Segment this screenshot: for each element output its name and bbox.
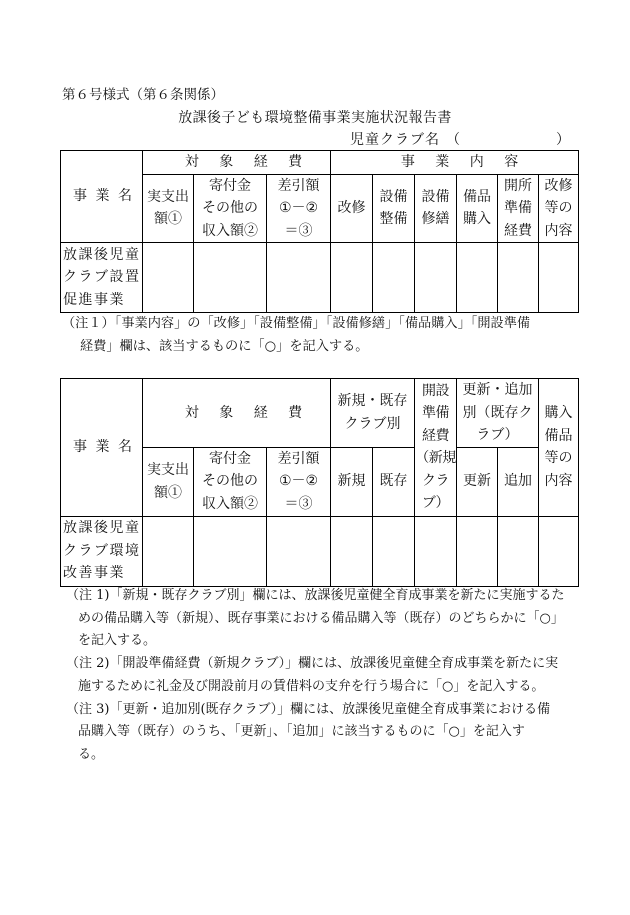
table2-note-3: （注 3)「更新・追加別(既存クラブ）」欄には、放課後児童健全育成事業における備 品購入等（既存）のうち、「更新」、「追加」に該当するものに「○」を記入す る。 [66, 701, 551, 762]
club-name-field [350, 131, 570, 149]
table2-club-type-header: 新規・既存 クラブ別 [331, 379, 415, 448]
table2-business-name: 放課後児童 クラブ環境 改善事業 [61, 516, 143, 586]
table2-note-1: （注 1)「新規・既存クラブ別」欄には、放課後児童健全育成事業を新たに実施するた めの備品購入等（新規）、既存事業における備品購入等（既存）のどちらかに「○」 を記入する。 [66, 588, 565, 649]
table1-equipment-repair-header: 設備 修繕 [415, 174, 457, 243]
table2-header-row-1 [61, 379, 579, 448]
table2-donation-income-header: 寄付金 その他の 収入額② [194, 447, 267, 516]
table1-cell-opening-cost [498, 243, 539, 313]
table1-cell-renovation-details [539, 243, 579, 313]
table2-cell-existing [373, 516, 415, 586]
table1-cell-donation-income [194, 243, 267, 313]
table-row [61, 516, 579, 586]
table2-cell-purchased-items [539, 516, 579, 586]
table2-actual-expense-header: 実支出 額① [143, 447, 194, 516]
table2-cell-opening-cost [415, 516, 457, 586]
table1-cell-equipment-setup [373, 243, 415, 313]
table1-difference-header: 差引額 ①－② ＝③ [267, 174, 331, 243]
table1-equipment-setup-header: 設備 整備 [373, 174, 415, 243]
table2-purchased-items-header: 購入 備品 等の 内容 [539, 379, 579, 517]
table1-opening-cost-header: 開所 準備 経費 [498, 174, 539, 243]
table1-business-name-header: 事 業 名 [61, 151, 143, 243]
table1-donation-income-header: 寄付金 その他の 収入額② [194, 174, 267, 243]
document-title: 放課後子ども環境整備事業実施状況報告書 [178, 110, 452, 126]
table2-target-cost-header: 対 象 経 費 [143, 379, 331, 448]
table1-supplies-purchase-header: 備品 購入 [457, 174, 498, 243]
table1-cell-renovation [331, 243, 373, 313]
table2-business-name-header: 事 業 名 [61, 379, 143, 517]
table2-notes [66, 585, 586, 767]
table2-opening-cost-header: 開設 準備 経費 （新規 クラ ブ） [415, 379, 457, 517]
table2-cell-new [331, 516, 373, 586]
table2-new-header: 新規 [331, 447, 373, 516]
table1-renovation-header: 改修 [331, 174, 373, 243]
table2-difference-header: 差引額 ①－② ＝③ [267, 447, 331, 516]
table1-target-cost-header: 対 象 経 費 [143, 151, 331, 175]
form-number: 第６号様式（第６条関係） [62, 87, 224, 103]
table2-existing-header: 既存 [373, 447, 415, 516]
table1-actual-expense-header: 実支出 額① [143, 174, 194, 243]
table1-renovation-details-header: 改修 等の 内容 [539, 174, 579, 243]
table2-cell-renewal [457, 516, 498, 586]
club-name-label: 児童クラブ名 [350, 132, 440, 148]
table1-business-name: 放課後児童 クラブ設置 促進事業 [61, 243, 143, 313]
table2-renewal-header: 更新 [457, 447, 498, 516]
table2-addition-header: 追加 [498, 447, 539, 516]
table2-cell-difference [267, 516, 331, 586]
table2-cell-donation-income [194, 516, 267, 586]
implementation-table-2 [60, 378, 579, 587]
table2-renewal-addition-header: 更新・追加 別（既存ク ラブ） [457, 379, 539, 448]
club-name-open-bracket: （ [446, 132, 460, 148]
table2-cell-addition [498, 516, 539, 586]
table1-cell-equipment-repair [415, 243, 457, 313]
implementation-table-1 [60, 150, 579, 313]
club-name-close-bracket: ） [556, 132, 570, 148]
table-row [61, 243, 579, 313]
table1-note: （注１）「事業内容」の「改修」「設備整備」「設備修繕」「備品購入」「開設準備 経費」欄は、該当するものに「○」を記入する。 [62, 316, 531, 354]
club-name-blank [462, 131, 552, 149]
table2-note-2: （注 2)「開設準備経費（新規クラブ）」欄には、放課後児童健全育成事業を新たに実 施するために礼金及び開設前月の賃借料の支弁を行う場合に「○」を記入する。 [66, 656, 559, 694]
table1-header-row-1 [61, 151, 579, 175]
table2-cell-actual-expense [143, 516, 194, 586]
table1-cell-difference [267, 243, 331, 313]
table1-cell-supplies-purchase [457, 243, 498, 313]
table1-business-content-header: 事 業 内 容 [331, 151, 579, 175]
table1-cell-actual-expense [143, 243, 194, 313]
